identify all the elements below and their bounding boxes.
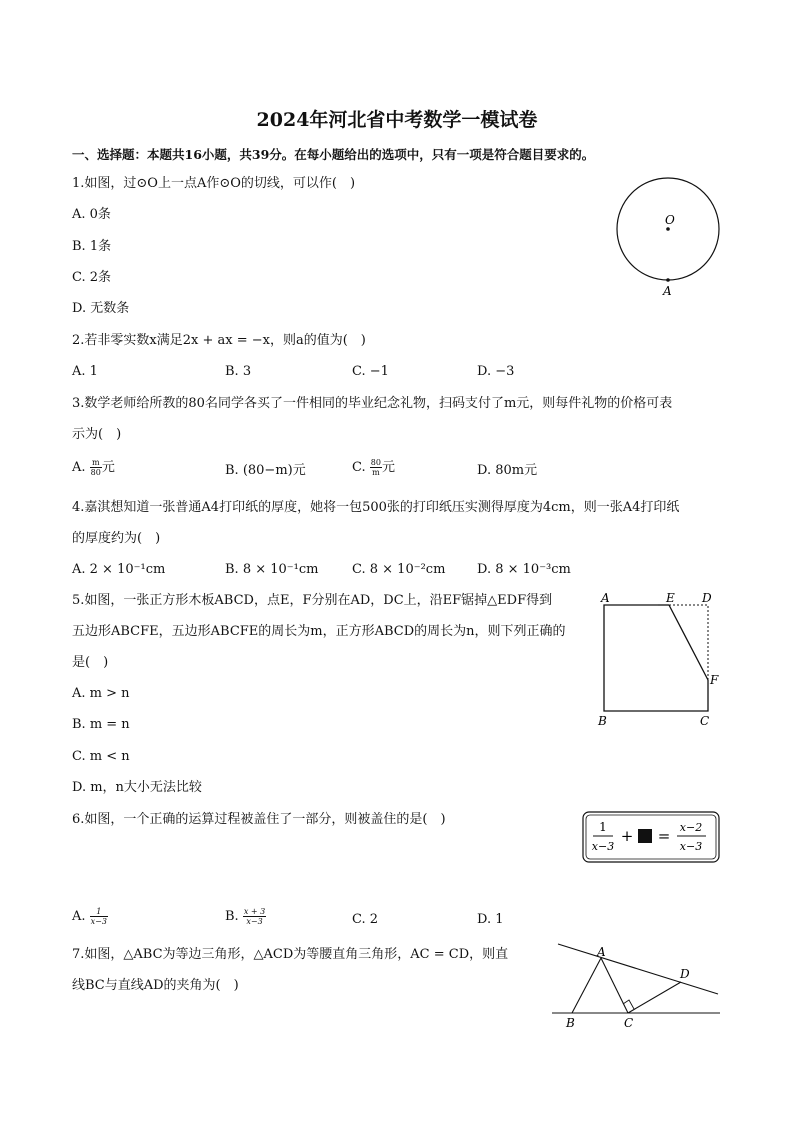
side-ac (601, 958, 628, 1013)
q3-c-fraction (370, 458, 382, 477)
section-heading: 一、选择题：本题共16小题，共39分。在每小题给出的选项中，只有一项是符合题目要求的。 (72, 147, 595, 162)
right-denominator: x−3 (679, 840, 703, 853)
q5-square-figure (592, 588, 727, 733)
q4-stem-line1: 4.嘉淇想知道一张普通A4打印纸的厚度，她将一包500张的打印纸压实测得厚度为4cm，则一张A4打印纸 (72, 500, 680, 515)
q1-option-a: A. 0条 (72, 207, 111, 222)
q1-option-c: C. 2条 (72, 270, 112, 285)
q3-stem-line1: 3.数学老师给所教的80名同学各买了一件相同的毕业纪念礼物，扫码支付了m元，则每件礼物的价格可表 (72, 396, 673, 411)
q6-b-num: x + 3 (243, 907, 266, 916)
right-numerator: x−2 (679, 821, 703, 834)
q6-a-fraction (90, 907, 108, 926)
q4-option-b: B. 8 × 10⁻¹cm (225, 562, 319, 577)
page-title: 2024年河北省中考数学一模试卷 (256, 109, 538, 131)
q6-option-c: C. 2 (352, 912, 379, 927)
cut-line-ef (669, 605, 708, 680)
q6-stem: 6.如图，一个正确的运算过程被盖住了一部分，则被盖住的是( ) (72, 812, 446, 827)
q2-option-a: A. 1 (72, 364, 98, 379)
q3-a-den: 80 (90, 468, 101, 477)
line-ad (558, 944, 718, 994)
plus-sign: + (620, 827, 634, 845)
q1-option-b: B. 1条 (72, 239, 112, 254)
label-e: E (666, 591, 675, 605)
q5-stem-line3: 是( ) (72, 655, 109, 670)
q6-covered-equation (580, 809, 722, 865)
label-a: A (663, 284, 672, 298)
q4-option-c: C. 8 × 10⁻²cm (352, 562, 446, 577)
q3-option-d: D. 80m元 (477, 463, 538, 478)
q3-c-prefix: C. (352, 460, 366, 475)
q3-a-num: m (90, 458, 102, 468)
q1-option-d: D. 无数条 (72, 301, 130, 316)
label-a: A (601, 591, 610, 605)
q6-a-den: x−3 (90, 917, 107, 926)
q6-a-num: 1 (90, 907, 108, 917)
side-cd (628, 982, 681, 1013)
right-angle-mark (623, 1000, 634, 1009)
label-d: D (680, 967, 690, 981)
q4-option-a: A. 2 × 10⁻¹cm (72, 562, 166, 577)
q6-b-fraction (243, 907, 266, 926)
q3-option-b: B. (80−m)元 (225, 463, 306, 478)
point-a (666, 278, 670, 282)
q3-a-prefix: A. (72, 460, 86, 475)
q7-stem-line1: 7.如图，△ABC为等边三角形，△ACD为等腰直角三角形，AC = CD，则直 (72, 947, 509, 962)
q6-option-b (225, 907, 266, 926)
q5-option-b: B. m = n (72, 717, 130, 732)
q3-stem-line2: 示为( ) (72, 427, 122, 442)
q2-stem: 2.若非零实数x满足2x + ax = −x，则a的值为( ) (72, 333, 366, 348)
label-c: C (624, 1016, 634, 1030)
q1-circle-figure (610, 172, 730, 302)
q2-option-c: C. −1 (352, 364, 389, 379)
q3-c-suffix: 元 (381, 460, 395, 475)
q1-stem: 1.如图，过⊙O上一点A作⊙O的切线，可以作( ) (72, 176, 356, 191)
q5-option-d: D. m，n大小无法比较 (72, 780, 202, 795)
q3-c-num: 80 (370, 458, 381, 467)
label-d: D (702, 591, 712, 605)
left-denominator: x−3 (591, 840, 615, 853)
label-b: B (566, 1016, 575, 1030)
side-ab (572, 958, 601, 1013)
q2-option-d: D. −3 (477, 364, 515, 379)
covered-block (638, 829, 652, 843)
q6-option-d: D. 1 (477, 912, 504, 927)
q6-b-den: x−3 (246, 917, 263, 926)
q3-option-c (352, 458, 395, 477)
q3-a-fraction (90, 458, 102, 477)
q5-stem-line2: 五边形ABCFE，五边形ABCFE的周长为m，正方形ABCD的周长为n，则下列正确的 (72, 624, 566, 639)
q3-a-suffix: 元 (101, 460, 115, 475)
left-numerator: 1 (599, 820, 607, 834)
q6-b-prefix: B. (225, 909, 239, 924)
q3-c-den: m (372, 468, 380, 477)
equals-sign: = (657, 827, 671, 845)
q4-stem-line2: 的厚度约为( ) (72, 531, 161, 546)
q6-option-a (72, 907, 108, 926)
center-point (666, 227, 670, 231)
q5-option-c: C. m < n (72, 749, 130, 764)
q5-stem-line1: 5.如图，一张正方形木板ABCD，点E，F分别在AD，DC上，沿EF锯掉△EDF得到 (72, 593, 553, 608)
q5-option-a: A. m > n (72, 686, 130, 701)
q4-option-d: D. 8 × 10⁻³cm (477, 562, 571, 577)
label-o: O (665, 213, 675, 227)
pentagon-edges (604, 605, 708, 711)
label-a: A (597, 945, 606, 959)
label-c: C (700, 714, 710, 728)
label-f: F (710, 673, 719, 687)
q7-triangle-figure (550, 940, 724, 1035)
q3-option-a (72, 458, 115, 477)
q6-a-prefix: A. (72, 909, 86, 924)
label-b: B (598, 714, 607, 728)
q7-stem-line2: 线BC与直线AD的夹角为( ) (72, 978, 239, 993)
q2-option-b: B. 3 (225, 364, 252, 379)
